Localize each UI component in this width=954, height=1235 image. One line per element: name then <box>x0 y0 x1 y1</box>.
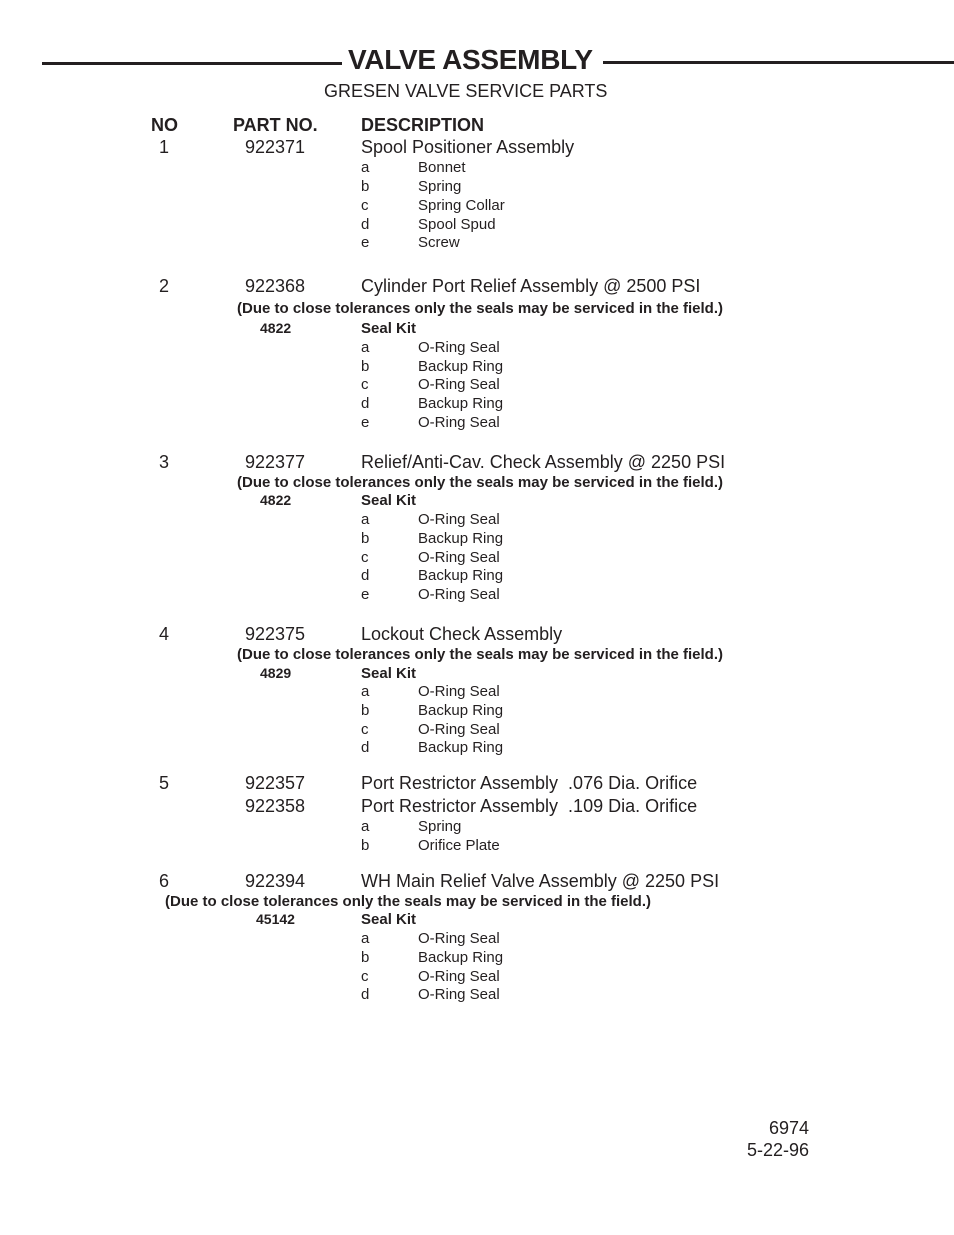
subpart-letter: a <box>361 930 370 947</box>
page-subtitle: GRESEN VALVE SERVICE PARTS <box>324 81 608 101</box>
part-number: 922358 <box>245 796 306 816</box>
subpart-letter: b <box>361 702 370 719</box>
subpart-name: Screw <box>418 234 460 251</box>
subpart-letter: d <box>361 567 370 584</box>
column-header-part-no: PART NO. <box>233 115 318 135</box>
subpart-letter: d <box>361 739 370 756</box>
seal-kit-label: Seal Kit <box>361 320 417 337</box>
subpart-name: O-Ring Seal <box>418 586 500 603</box>
subpart-name: O-Ring Seal <box>418 376 500 393</box>
part-description: Port Restrictor Assembly .109 Dia. Orifice <box>361 796 698 816</box>
seal-kit-label: Seal Kit <box>361 911 417 928</box>
seal-kit-number: 4822 <box>260 320 292 336</box>
subpart-letter: a <box>361 159 370 176</box>
part-number: 922377 <box>245 452 306 472</box>
subpart-name: O-Ring Seal <box>418 930 500 947</box>
subpart-letter: d <box>361 986 370 1003</box>
subpart-name: Backup Ring <box>418 739 504 756</box>
part-description: WH Main Relief Valve Assembly @ 2250 PSI <box>361 871 720 891</box>
subpart-letter: a <box>361 339 370 356</box>
part-number: 922371 <box>245 137 306 157</box>
part-number: 922394 <box>245 871 306 891</box>
subpart-letter: d <box>361 395 370 412</box>
subpart-name: O-Ring Seal <box>418 414 500 431</box>
service-note: (Due to close tolerances only the seals may be serviced in the field.) <box>165 893 651 910</box>
part-description: Port Restrictor Assembly .076 Dia. Orifice <box>361 773 698 793</box>
title-rule-right <box>603 61 954 64</box>
item-number: 4 <box>159 624 170 644</box>
item-number: 5 <box>159 773 170 793</box>
subpart-letter: a <box>361 511 370 528</box>
subpart-letter: c <box>361 968 369 985</box>
subpart-letter: e <box>361 586 370 603</box>
service-note: (Due to close tolerances only the seals may be serviced in the field.) <box>237 300 723 317</box>
subpart-letter: b <box>361 530 370 547</box>
subpart-letter: c <box>361 549 369 566</box>
subpart-letter: c <box>361 197 369 214</box>
subpart-letter: d <box>361 216 370 233</box>
item-number: 6 <box>159 871 170 891</box>
subpart-letter: b <box>361 358 370 375</box>
subpart-name: O-Ring Seal <box>418 683 500 700</box>
subpart-name: O-Ring Seal <box>418 986 500 1003</box>
column-header-no: NO <box>151 115 178 135</box>
subpart-letter: c <box>361 376 369 393</box>
subpart-name: Orifice Plate <box>418 837 500 854</box>
part-description: Lockout Check Assembly <box>361 624 563 644</box>
subpart-letter: b <box>361 178 370 195</box>
part-description: Cylinder Port Relief Assembly @ 2500 PSI <box>361 276 701 296</box>
service-note: (Due to close tolerances only the seals may be serviced in the field.) <box>237 474 723 491</box>
subpart-name: Spring <box>418 178 462 195</box>
seal-kit-number: 4822 <box>260 492 292 508</box>
document-number: 6974 <box>768 1118 809 1138</box>
subpart-name: O-Ring Seal <box>418 968 500 985</box>
part-number: 922357 <box>245 773 306 793</box>
page-title: VALVE ASSEMBLY <box>348 44 593 75</box>
subpart-letter: c <box>361 721 369 738</box>
seal-kit-label: Seal Kit <box>361 665 417 682</box>
subpart-letter: b <box>361 837 370 854</box>
subpart-name: Backup Ring <box>418 567 504 584</box>
subpart-letter: e <box>361 414 370 431</box>
document-date: 5-22-96 <box>746 1140 809 1160</box>
subpart-letter: a <box>361 683 370 700</box>
service-note: (Due to close tolerances only the seals may be serviced in the field.) <box>237 646 723 663</box>
subpart-name: Backup Ring <box>418 949 504 966</box>
subpart-name: O-Ring Seal <box>418 339 500 356</box>
subpart-letter: e <box>361 234 370 251</box>
item-number: 3 <box>159 452 170 472</box>
item-number: 1 <box>159 137 170 157</box>
subpart-name: Bonnet <box>418 159 466 176</box>
title-rule-left <box>42 62 342 65</box>
subpart-name: O-Ring Seal <box>418 721 500 738</box>
subpart-name: Spring <box>418 818 462 835</box>
subpart-letter: a <box>361 818 370 835</box>
part-number: 922368 <box>245 276 306 296</box>
subpart-name: Backup Ring <box>418 702 504 719</box>
subpart-letter: b <box>361 949 370 966</box>
subpart-name: Spool Spud <box>418 216 496 233</box>
part-description: Spool Positioner Assembly <box>361 137 575 157</box>
part-number: 922375 <box>245 624 306 644</box>
subpart-name: Backup Ring <box>418 530 504 547</box>
subpart-name: Backup Ring <box>418 358 504 375</box>
seal-kit-number: 45142 <box>256 911 295 927</box>
part-description: Relief/Anti-Cav. Check Assembly @ 2250 PSI <box>361 452 726 472</box>
seal-kit-number: 4829 <box>260 665 292 681</box>
subpart-name: O-Ring Seal <box>418 549 500 566</box>
subpart-name: O-Ring Seal <box>418 511 500 528</box>
column-header-description: DESCRIPTION <box>361 115 485 135</box>
item-number: 2 <box>159 276 170 296</box>
subpart-name: Spring Collar <box>418 197 505 214</box>
subpart-name: Backup Ring <box>418 395 504 412</box>
seal-kit-label: Seal Kit <box>361 492 417 509</box>
